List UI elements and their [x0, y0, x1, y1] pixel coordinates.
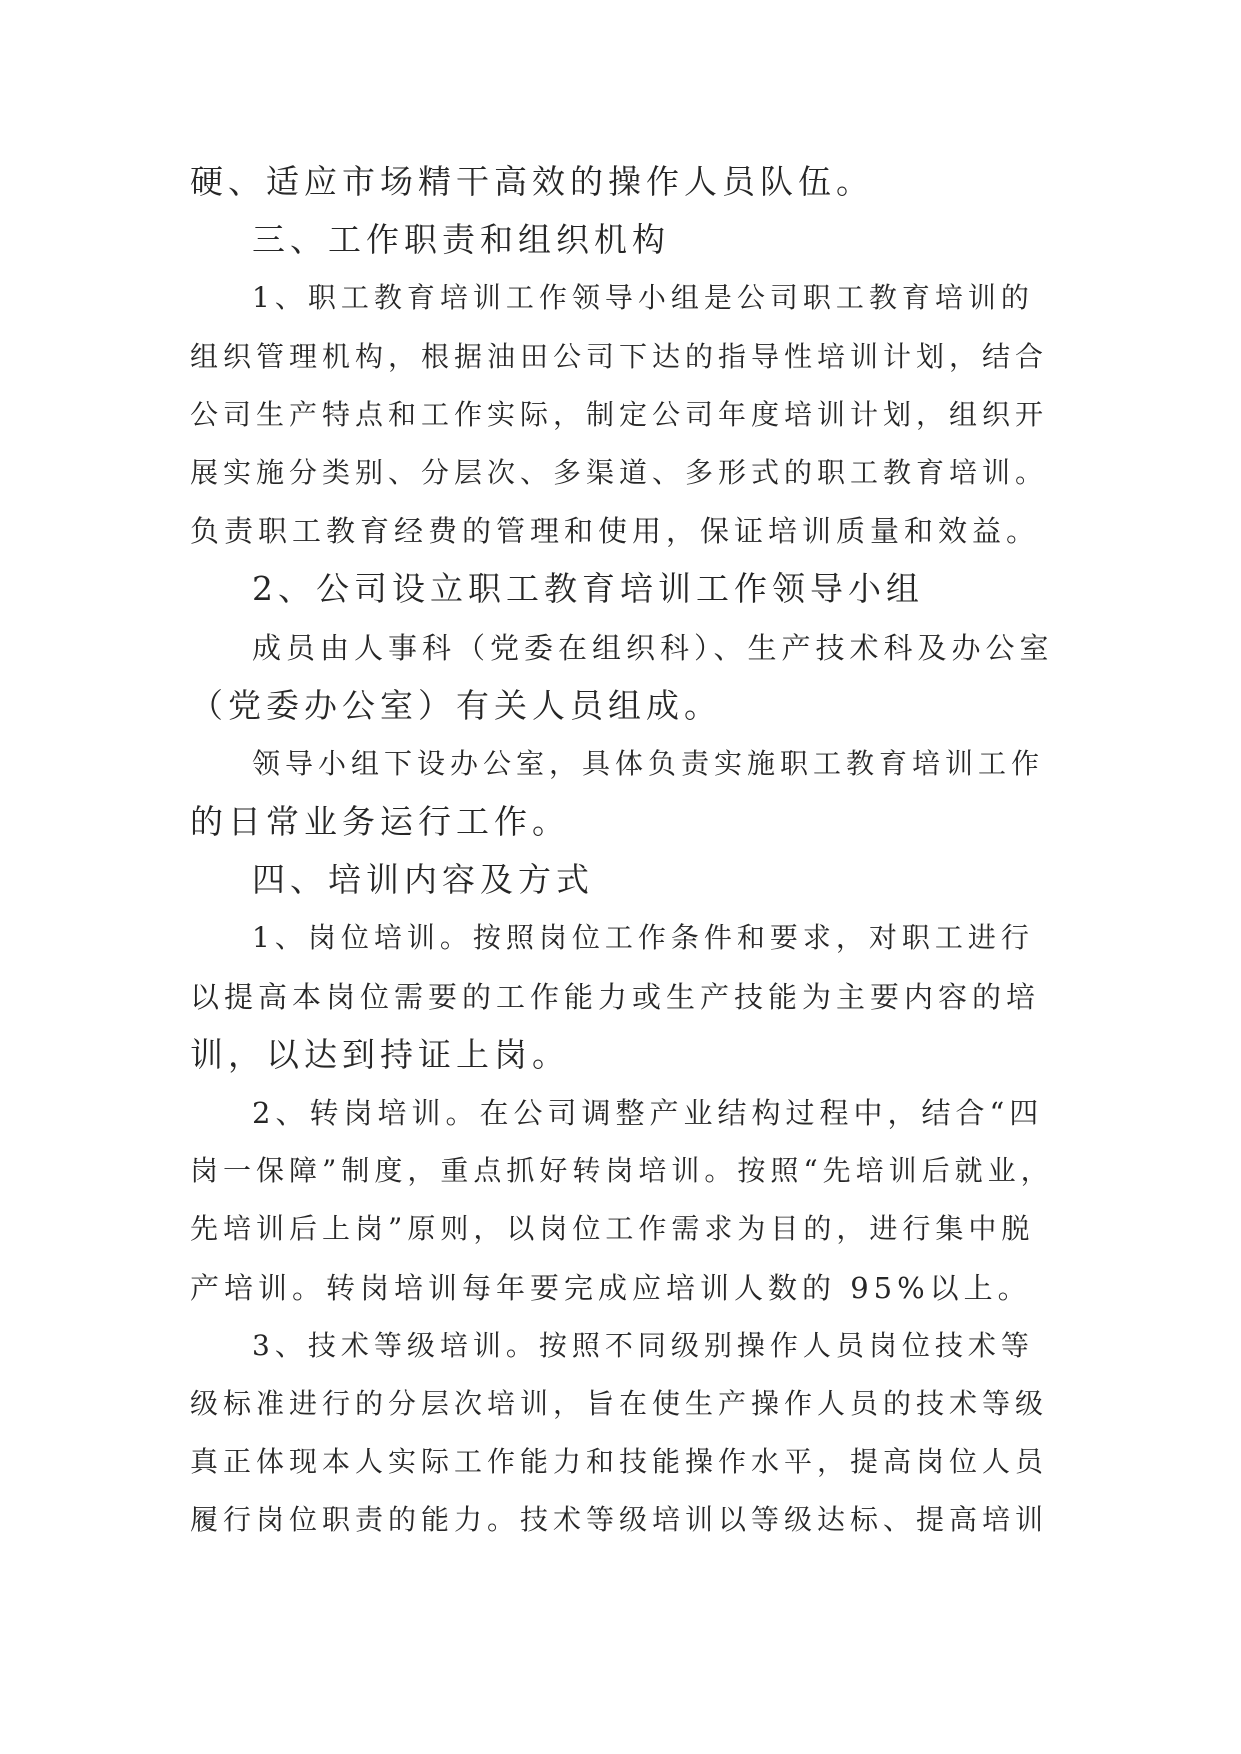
text-line: 履行岗位职责的能力。技术等级培训以等级达标、提高培训 — [190, 1503, 1049, 1537]
text-line: 2、转岗培训。在公司调整产业结构过程中，结合“四 — [252, 1096, 1044, 1130]
text-line: 3、技术等级培训。按照不同级别操作人员岗位技术等 — [252, 1328, 1034, 1362]
text-line: 产培训。转岗培训每年要完成应培训人数的 95%以上。 — [190, 1270, 1032, 1305]
text-line: 级标准进行的分层次培训，旨在使生产操作人员的技术等级 — [190, 1386, 1049, 1420]
text-line: 组织管理机构，根据油田公司下达的指导性培训计划，结合 — [190, 339, 1049, 373]
text-line: 1、职工教育培训工作领导小组是公司职工教育培训的 — [252, 281, 1034, 315]
text-line: 硬、适应市场精干高效的操作人员队伍。 — [190, 162, 874, 201]
text-line: （党委办公室）有关人员组成。 — [190, 685, 722, 725]
text-line: 岗一保障”制度，重点抓好转岗培训。按照“先培训后就业， — [190, 1154, 1054, 1188]
text-line: 成员由人事科（党委在组织科）、生产技术科及办公室 — [252, 630, 1054, 665]
text-line: 领导小组下设办公室，具体负责实施职工教育培训工作 — [252, 746, 1045, 780]
section-heading: 三、工作职责和组织机构 — [252, 220, 670, 260]
text-line: 先培训后上岗”原则，以岗位工作需求为目的，进行集中脱 — [190, 1212, 1035, 1246]
text-line: 公司生产特点和工作实际，制定公司年度培训计划，组织开 — [190, 397, 1049, 431]
text-line: 2、公司设立职工教育培训工作领导小组 — [252, 569, 924, 609]
section-heading: 四、培训内容及方式 — [252, 860, 594, 900]
text-line: 的日常业务运行工作。 — [190, 802, 570, 842]
text-line: 以提高本岗位需要的工作能力或生产技能为主要内容的培 — [190, 979, 1041, 1014]
text-line: 1、岗位培训。按照岗位工作条件和要求，对职工进行 — [252, 921, 1034, 955]
text-line: 负责职工教育经费的管理和使用，保证培训质量和效益。 — [190, 514, 1041, 549]
text-line: 训，以达到持证上岗。 — [190, 1034, 570, 1074]
text-line: 展实施分类别、分层次、多渠道、多形式的职工教育培训。 — [190, 455, 1049, 489]
text-line: 真正体现本人实际工作能力和技能操作水平，提高岗位人员 — [190, 1445, 1049, 1479]
document-body — [190, 153, 1055, 1550]
